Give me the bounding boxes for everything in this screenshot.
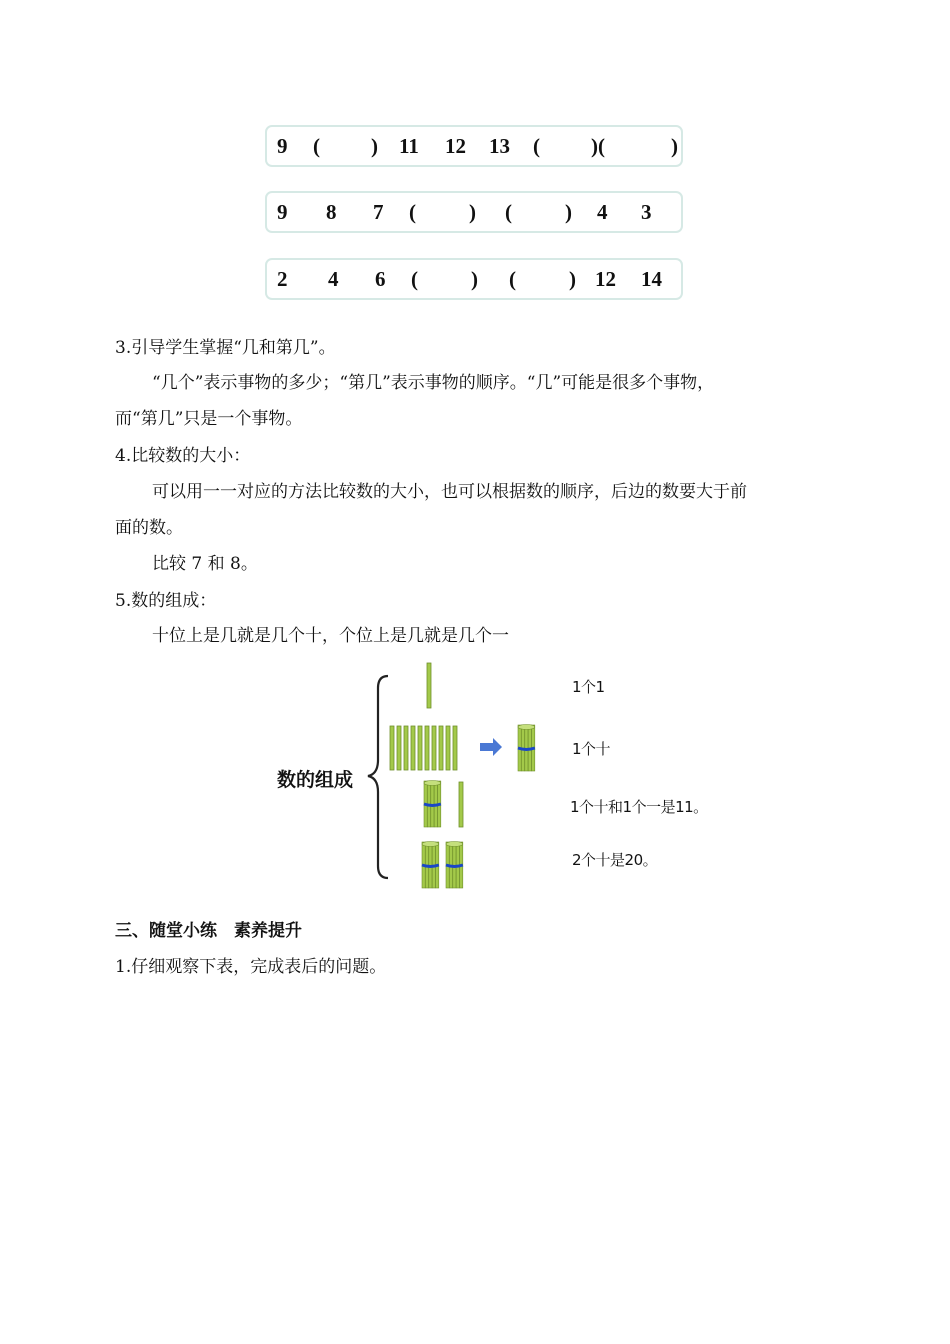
bundle-of-ten [518,725,535,772]
section4-line2: 面的数。 [115,518,183,538]
section5-title: 5.数的组成： [115,591,217,611]
label-one-one: 1个1 [572,678,605,696]
seq-item: 14 [641,267,662,291]
single-stick [427,663,431,708]
seq-item: ( [409,200,416,224]
section4-line1: 可以用一一对应的方法比较数的大小，也可以根据数的顺序，后边的数要大于前 [152,482,747,502]
label-twenty: 2个十是20。 [572,851,658,869]
section3-title: 3.引导学生掌握“几和第几”。 [115,338,336,358]
seq-item: ) [671,134,678,158]
seq-item: 12 [445,134,466,158]
seq-item: 4 [328,267,339,291]
bundle-of-ten [422,842,439,889]
section4-line3: 比较 7 和 8。 [152,554,258,574]
seq-item: ( [533,134,540,158]
label-eleven: 1个十和1个一是11。 [570,798,708,816]
seq-item: 8 [326,200,337,224]
section5-line1: 十位上是几就是几个十，个位上是几就是几个一 [152,626,509,646]
seq-item: 4 [597,200,608,224]
seq-item: 2 [277,267,288,291]
seq-item: 9 [277,134,288,158]
seq-item: ) [371,134,378,158]
section3-line2: 而“第几”只是一个事物。 [115,409,303,429]
bundle-of-ten [446,842,463,889]
seq-item: ) [569,267,576,291]
seq-item: ) [471,267,478,291]
part3-question1: 1.仔细观察下表，完成表后的问题。 [115,957,387,977]
seq-item: 11 [399,134,419,158]
ten-sticks [390,726,457,770]
seq-item: ( [505,200,512,224]
part3-heading: 三、随堂小练 素养提升 [115,921,302,941]
sequence-box-1 [265,125,683,167]
seq-item: ) [565,200,572,224]
seq-item: ( [313,134,320,158]
seq-item: 9 [277,200,288,224]
single-stick [459,782,463,827]
seq-item: )( [591,134,605,158]
sequence-box-2 [265,191,683,233]
seq-item: ( [509,267,516,291]
section3-line1: “几个”表示事物的多少；“第几”表示事物的顺序。“几”可能是很多个事物， [152,373,715,393]
seq-item: 12 [595,267,616,291]
sequence-box-3 [265,258,683,300]
arrow-right-icon [480,738,502,756]
seq-item: ( [411,267,418,291]
seq-item: 6 [375,267,386,291]
seq-item: 13 [489,134,510,158]
seq-item: 3 [641,200,652,224]
seq-item: 7 [373,200,384,224]
bundle-of-ten [424,781,441,828]
label-one-ten: 1个十 [572,740,611,758]
curly-brace [368,676,388,878]
section4-title: 4.比较数的大小： [115,446,251,466]
diagram-title: 数的组成 [277,769,354,791]
seq-item: ) [469,200,476,224]
